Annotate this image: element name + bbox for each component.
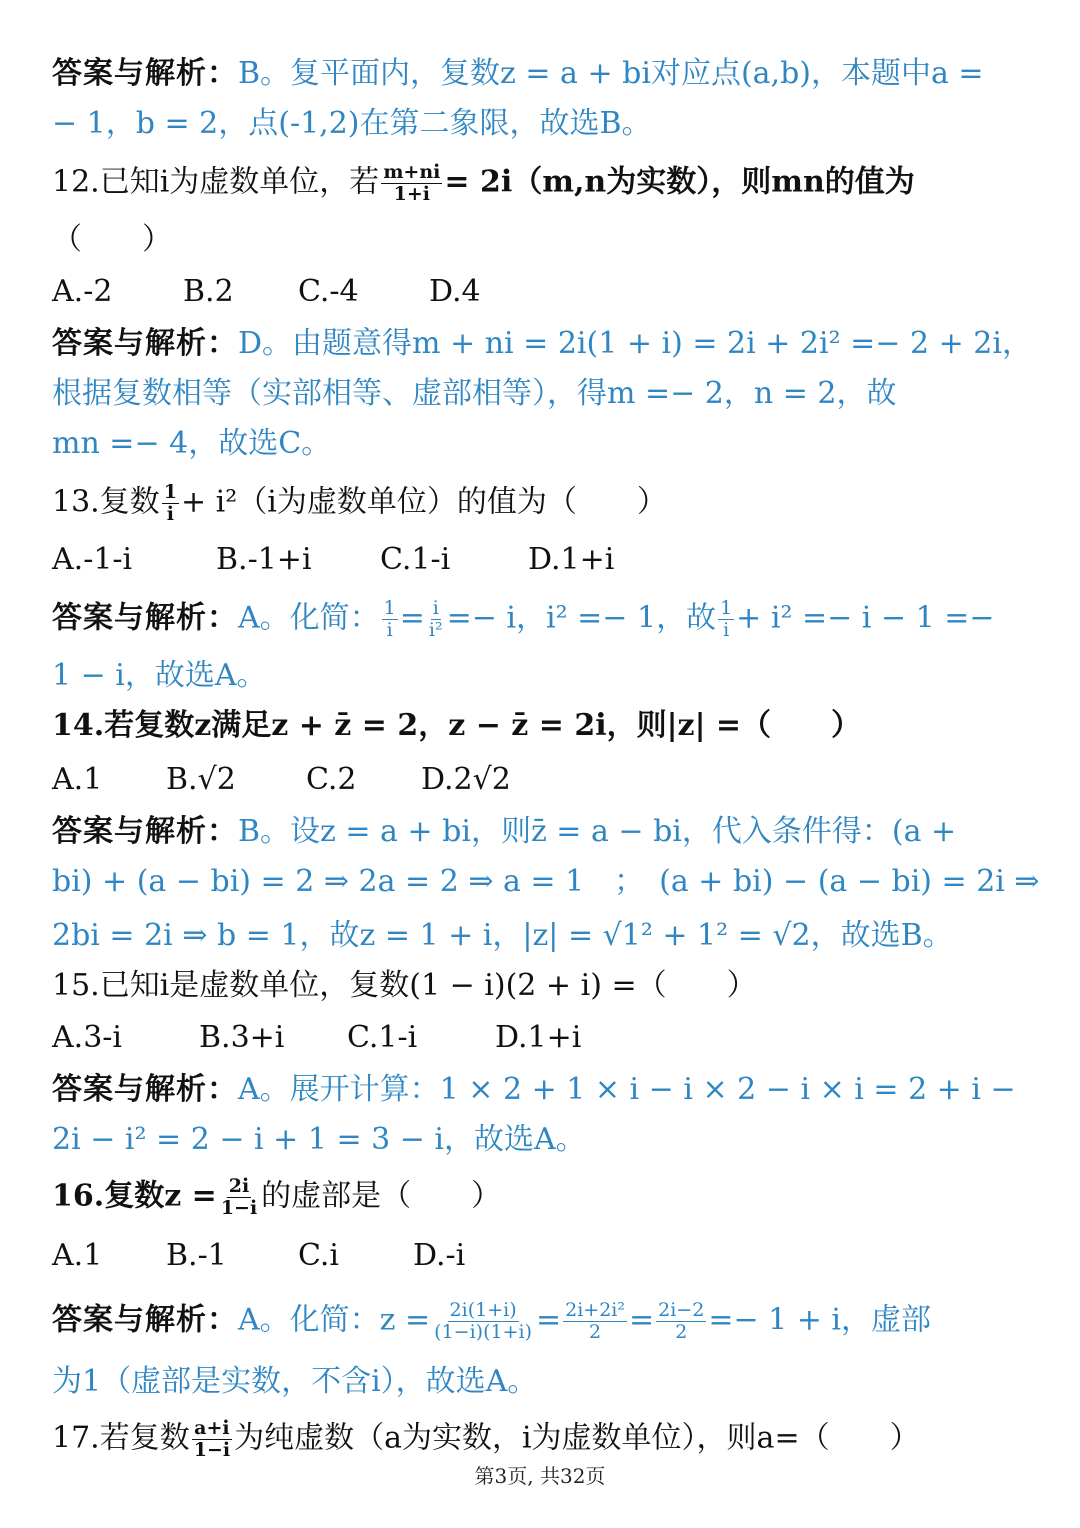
fraction-numerator: 2i−2 <box>658 1299 705 1321</box>
option-c: C.1-i <box>380 542 451 577</box>
fraction <box>381 162 442 205</box>
option-c: C.i <box>298 1238 340 1273</box>
fraction-denominator: 1−i <box>220 1197 258 1219</box>
question-16-options <box>52 1236 1030 1276</box>
option-a: A.-1-i <box>52 542 133 577</box>
answer-13-line2: 1 − i，故选A。 <box>52 658 267 693</box>
question-text: 17.若复数 <box>52 1420 190 1456</box>
fraction-numerator: 2i(1+i) <box>449 1299 517 1321</box>
answer-15-line1 <box>52 1070 1030 1110</box>
answer-12-line1 <box>52 324 1030 364</box>
fraction <box>192 1418 232 1461</box>
option-b: B.3+i <box>199 1020 285 1055</box>
option-a: A.1 <box>52 1238 103 1273</box>
answer-14-line2: bi) + (a − bi) = 2 ⇒ 2a = 2 ⇒ a = 1 ； (a + bi) − (a − bi) = 2i ⇒ <box>52 864 1040 899</box>
answer-11-line1 <box>52 54 1030 94</box>
option-c: C.1-i <box>347 1020 418 1055</box>
option-d: D.4 <box>429 274 481 309</box>
question-13-options <box>52 540 1030 580</box>
answer-13-line1 <box>52 598 1030 641</box>
fraction <box>656 1300 706 1343</box>
fraction <box>162 482 179 525</box>
fraction <box>382 598 398 641</box>
answer-label: 答案与解析： <box>52 600 238 636</box>
question-15-options <box>52 1018 1030 1058</box>
answer-label: 答案与解析： <box>52 1302 238 1338</box>
option-d: D.1+i <box>528 542 615 577</box>
fraction-denominator: i <box>386 619 393 641</box>
answer-16-line1 <box>52 1300 1030 1343</box>
fraction-numerator: 1 <box>383 597 396 619</box>
fraction <box>432 1300 534 1343</box>
equals-sign: = <box>629 1302 655 1338</box>
fraction-denominator: 2 <box>589 1321 602 1343</box>
question-12 <box>52 162 1030 205</box>
answer-text: =− i，i² =− 1，故 <box>446 600 717 636</box>
answer-14-line1 <box>52 812 1030 852</box>
option-b: B.2 <box>183 274 234 309</box>
fraction-denominator: i <box>166 503 174 525</box>
question-12-options <box>52 272 1030 312</box>
option-d: D.1+i <box>495 1020 582 1055</box>
question-16 <box>52 1176 1030 1219</box>
answer-14-line3: 2bi = 2i ⇒ b = 1，故z = 1 + i，|z| = √1² + 1² = √2，故选B。 <box>52 918 953 953</box>
answer-16-line2: 为1（虚部是实数，不含i），故选A。 <box>52 1364 538 1399</box>
answer-label: 答案与解析： <box>52 814 238 849</box>
fraction-denominator: (1−i)(1+i) <box>434 1321 532 1343</box>
answer-label: 答案与解析： <box>52 326 238 361</box>
fraction-numerator: 1 <box>720 597 733 619</box>
answer-text: A。展开计算：1 × 2 + 1 × i − i × 2 − i × i = 2 + i − <box>238 1072 1016 1107</box>
answer-15-line2: 2i − i² = 2 − i + 1 = 3 − i，故选A。 <box>52 1122 586 1157</box>
question-15: 15.已知i是虚数单位，复数(1 − i)(2 + i) =（ ） <box>52 968 757 1003</box>
question-14: 14.若复数z满足z + z̄ = 2，z − z̄ = 2i，则|z| =（ ） <box>52 708 862 743</box>
question-text: 12.已知i为虚数单位，若 <box>52 164 380 200</box>
fraction-numerator: 2i+2i² <box>565 1299 625 1321</box>
question-text: = 2i（m,n为实数），则mn的值为 <box>444 164 915 200</box>
answer-label: 答案与解析： <box>52 1072 238 1107</box>
fraction <box>718 598 734 641</box>
option-b: B.√2 <box>166 762 236 797</box>
fraction-denominator: 1−i <box>193 1439 231 1461</box>
option-a: A.3-i <box>52 1020 123 1055</box>
answer-text: + i² =− i − 1 =− <box>736 600 995 636</box>
option-b: B.-1+i <box>216 542 312 577</box>
answer-11-line2: − 1，b = 2，点(-1,2)在第二象限，故选B。 <box>52 106 652 141</box>
answer-text: A。化简：z = <box>238 1302 431 1338</box>
option-c: C.-4 <box>298 274 359 309</box>
answer-text: =− 1 + i，虚部 <box>708 1302 932 1338</box>
option-d: D.2√2 <box>421 762 511 797</box>
fraction-denominator: i² <box>428 619 443 641</box>
question-text: 16.复数z = <box>52 1178 217 1214</box>
option-a: A.-2 <box>52 274 113 309</box>
fraction-numerator: a+i <box>194 1417 230 1439</box>
answer-text: A。化简： <box>238 600 380 636</box>
fraction-numerator: 1 <box>163 481 177 503</box>
fraction <box>563 1300 627 1343</box>
question-13 <box>52 482 1030 525</box>
equals-sign: = <box>535 1302 562 1338</box>
question-17 <box>52 1418 1030 1461</box>
equals-sign: = <box>399 600 425 636</box>
option-d: D.-i <box>413 1238 466 1273</box>
fraction <box>427 598 445 641</box>
page-footer: 第3页, 共32页 <box>474 1464 606 1488</box>
fraction-numerator: m+ni <box>383 161 441 183</box>
question-text: 13.复数 <box>52 484 160 520</box>
question-text: + i²（i为虚数单位）的值为（ ） <box>180 484 667 520</box>
question-text: 的虚部是（ ） <box>261 1178 502 1214</box>
option-c: C.2 <box>306 762 357 797</box>
fraction-numerator: i <box>432 597 439 619</box>
answer-text: D。由题意得m + ni = 2i(1 + i) = 2i + 2i² =− 2 + 2i， <box>238 326 1032 361</box>
option-b: B.-1 <box>166 1238 227 1273</box>
question-12-paren: （ ） <box>52 222 172 257</box>
fraction-denominator: i <box>723 619 730 641</box>
answer-12-line2: 根据复数相等（实部相等、虚部相等），得m =− 2，n = 2，故 <box>52 376 897 411</box>
answer-text: B。复平面内，复数z = a + bi对应点(a,b)，本题中a = <box>238 56 984 91</box>
question-text: 为纯虚数（a为实数，i为虚数单位），则a=（ ） <box>234 1420 920 1456</box>
answer-label: 答案与解析： <box>52 56 238 91</box>
question-14-options <box>52 760 1030 800</box>
fraction <box>219 1176 259 1219</box>
answer-12-line3: mn =− 4，故选C。 <box>52 426 332 461</box>
fraction-denominator: 2 <box>675 1321 688 1343</box>
answer-text: B。设z = a + bi，则z̄ = a − bi，代入条件得：(a + <box>238 814 957 849</box>
fraction-denominator: 1+i <box>393 183 431 205</box>
fraction-numerator: 2i <box>228 1175 250 1197</box>
option-a: A.1 <box>52 762 103 797</box>
